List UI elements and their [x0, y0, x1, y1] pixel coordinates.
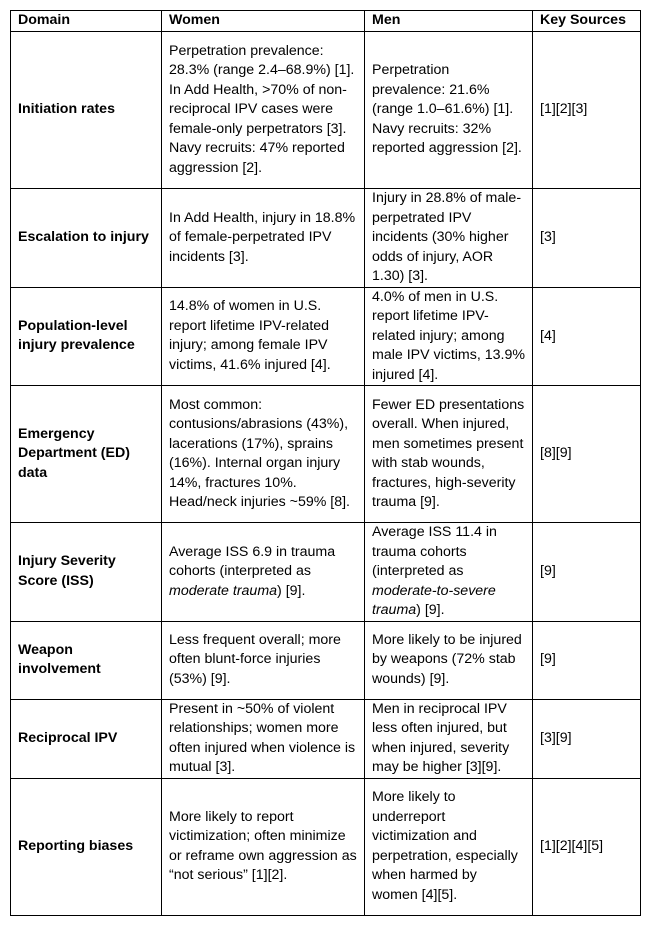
sources-cell: [1][2][4][5] [533, 778, 641, 915]
women-cell: 14.8% of women in U.S. report lifetime IPV-related injury; among female IPV victims, 41.6% injured [4]. [162, 287, 365, 386]
sources-cell: [3][9] [533, 699, 641, 778]
header-row [11, 11, 641, 32]
women-text-end: ) [9]. [277, 582, 306, 599]
table-row [11, 189, 641, 288]
women-text: Average ISS 6.9 in trauma cohorts (interpreted as [169, 543, 336, 579]
domain-cell: Weapon involvement [11, 621, 162, 699]
sources-cell: [4] [533, 287, 641, 386]
header-key-sources: Key Sources [533, 11, 641, 32]
domain-cell: Injury Severity Score (ISS) [11, 523, 162, 622]
men-cell: 4.0% of men in U.S. report lifetime IPV-related injury; among male IPV victims, 13.9% injured [4]. [365, 287, 533, 386]
table-row [11, 699, 641, 778]
women-cell: Most common: contusions/abrasions (43%), lacerations (17%), sprains (16%). Internal organ injury 14%, fractures 10%. Head/neck injuries ~59% [8]. [162, 386, 365, 523]
sources-cell: [8][9] [533, 386, 641, 523]
women-cell [162, 523, 365, 622]
table-row [11, 778, 641, 915]
men-cell: Injury in 28.8% of male-perpetrated IPV incidents (30% higher odds of injury, AOR 1.30) [3]. [365, 189, 533, 288]
domain-cell: Reciprocal IPV [11, 699, 162, 778]
ipv-comparison-table [10, 10, 641, 916]
sources-cell: [9] [533, 621, 641, 699]
table-row [11, 386, 641, 523]
men-text-end: ) [9]. [416, 602, 445, 618]
men-cell: Perpetration prevalence: 21.6% (range 1.0–61.6%) [1]. Navy recruits: 32% reported aggression [2]. [365, 32, 533, 189]
header-domain: Domain [11, 11, 162, 32]
domain-cell: Reporting biases [11, 778, 162, 915]
men-cell: Fewer ED presentations overall. When injured, men sometimes present with stab wounds, fractures, high-severity trauma [9]. [365, 386, 533, 523]
men-cell [365, 523, 533, 622]
table-row [11, 32, 641, 189]
sources-cell: [3] [533, 189, 641, 288]
women-cell: Perpetration prevalence: 28.3% (range 2.4–68.9%) [1]. In Add Health, >70% of non-reciprocal IPV cases were female-only perpetrators [3]. Navy recruits: 47% reported aggression [2]. [162, 32, 365, 189]
domain-cell: Escalation to injury [11, 189, 162, 288]
women-cell: More likely to report victimization; often minimize or reframe own aggression as “not serious” [1][2]. [162, 778, 365, 915]
men-cell: More likely to be injured by weapons (72% stab wounds) [9]. [365, 621, 533, 699]
domain-cell: Population-level injury prevalence [11, 287, 162, 386]
table-row [11, 287, 641, 386]
sources-cell: [1][2][3] [533, 32, 641, 189]
table-row [11, 621, 641, 699]
women-cell: Present in ~50% of violent relationships; women more often injured when violence is mutual [3]. [162, 699, 365, 778]
women-cell: Less frequent overall; more often blunt-force injuries (53%) [9]. [162, 621, 365, 699]
domain-cell: Emergency Department (ED) data [11, 386, 162, 523]
women-emphasis: moderate trauma [169, 582, 278, 599]
domain-cell: Initiation rates [11, 32, 162, 189]
men-text: Average ISS 11.4 in trauma cohorts (interpreted as [372, 524, 497, 579]
header-women: Women [162, 11, 365, 32]
header-men: Men [365, 11, 533, 32]
men-emphasis: moderate-to-severe trauma [372, 582, 496, 618]
women-cell: In Add Health, injury in 18.8% of female-perpetrated IPV incidents [3]. [162, 189, 365, 288]
sources-cell: [9] [533, 523, 641, 622]
table-row [11, 523, 641, 622]
men-cell: Men in reciprocal IPV less often injured, but when injured, severity may be higher [3][9]. [365, 699, 533, 778]
men-cell: More likely to underreport victimization and perpetration, especially when harmed by women [4][5]. [365, 778, 533, 915]
